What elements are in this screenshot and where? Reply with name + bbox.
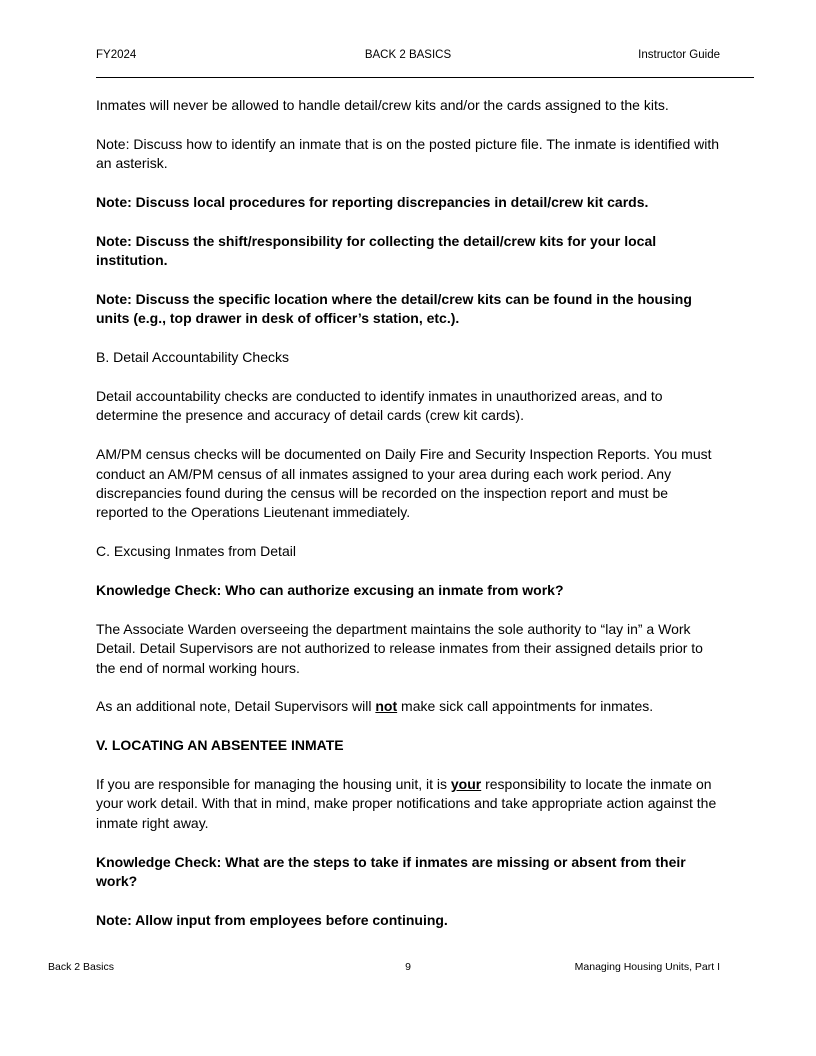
header-fiscal-year: FY2024: [96, 49, 137, 61]
footer-module-name: Managing Housing Units, Part I: [574, 961, 720, 973]
footer-page-number: 9: [405, 961, 411, 973]
paragraph-responsibility: [96, 775, 721, 833]
header-divider: [96, 77, 754, 78]
note-collecting-kits: Note: Discuss the shift/responsibility for collecting the detail/crew kits for your local institution.: [96, 232, 657, 269]
section-heading-accountability: B. Detail Accountability Checks: [96, 349, 289, 366]
page-header: [96, 49, 720, 67]
section-heading-excusing: C. Excusing Inmates from Detail: [96, 543, 296, 560]
header-title: BACK 2 BASICS: [364, 49, 452, 61]
document-body: [96, 96, 721, 950]
note-allow-input: Note: Allow input from employees before continuing.: [96, 911, 448, 928]
sick-call-text-start: As an additional note, Detail Supervisors will: [96, 698, 376, 715]
sick-call-text-end: make sick call appointments for inmates.: [397, 698, 654, 715]
note-picture-file: Note: Discuss how to identify an inmate that is on the posted picture file. The inmate is identified with an asterisk.: [96, 135, 720, 172]
responsibility-text-start: If you are responsible for managing the housing unit, it is: [96, 776, 451, 793]
paragraph-kit-handling: Inmates will never be allowed to handle detail/crew kits and/or the cards assigned to the kits.: [96, 97, 669, 113]
paragraph-sick-call: [96, 697, 721, 716]
header-guide-type: Instructor Guide: [638, 49, 720, 61]
knowledge-check-authorize: Knowledge Check: Who can authorize excusing an inmate from work?: [96, 582, 564, 599]
paragraph-accountability-checks: Detail accountability checks are conducted to identify inmates in unauthorized areas, and to determine the presence and accuracy of detail cards (crew kit cards).: [96, 388, 663, 424]
page-footer: [48, 961, 720, 977]
paragraph-census-checks: AM/PM census checks will be documented on Daily Fire and Security Inspection Reports. You must conduct an AM/PM census of all inmates assigned to your area during each work period. Any discrepancies found during the census will be recorded on the inspection report and must be reported to the Operations Lieutenant immediately.: [96, 446, 712, 521]
note-kit-location: Note: Discuss the specific location where the detail/crew kits can be found in the housing units (e.g., top drawer in desk of officer’s station, etc.).: [96, 291, 692, 327]
emphasis-your: your: [450, 776, 482, 793]
responsibility-text-end: responsibility to locate the inmate on your work detail. With that in mind, make proper notifications and take appropriate action against the inmate right away.: [96, 776, 717, 831]
knowledge-check-steps: Knowledge Check: What are the steps to take if inmates are missing or absent from their work?: [96, 853, 686, 890]
paragraph-associate-warden: The Associate Warden overseeing the department maintains the sole authority to “lay in” a Work Detail. Detail Supervisors are not authorized to release inmates from their assigned details prior to the end of normal working hours.: [96, 620, 703, 676]
footer-course-name: Back 2 Basics: [48, 961, 114, 973]
note-reporting-discrepancies: Note: Discuss local procedures for reporting discrepancies in detail/crew kit cards.: [96, 194, 649, 210]
emphasis-not: not: [375, 698, 398, 715]
section-heading-absentee: V. LOCATING AN ABSENTEE INMATE: [96, 737, 344, 754]
